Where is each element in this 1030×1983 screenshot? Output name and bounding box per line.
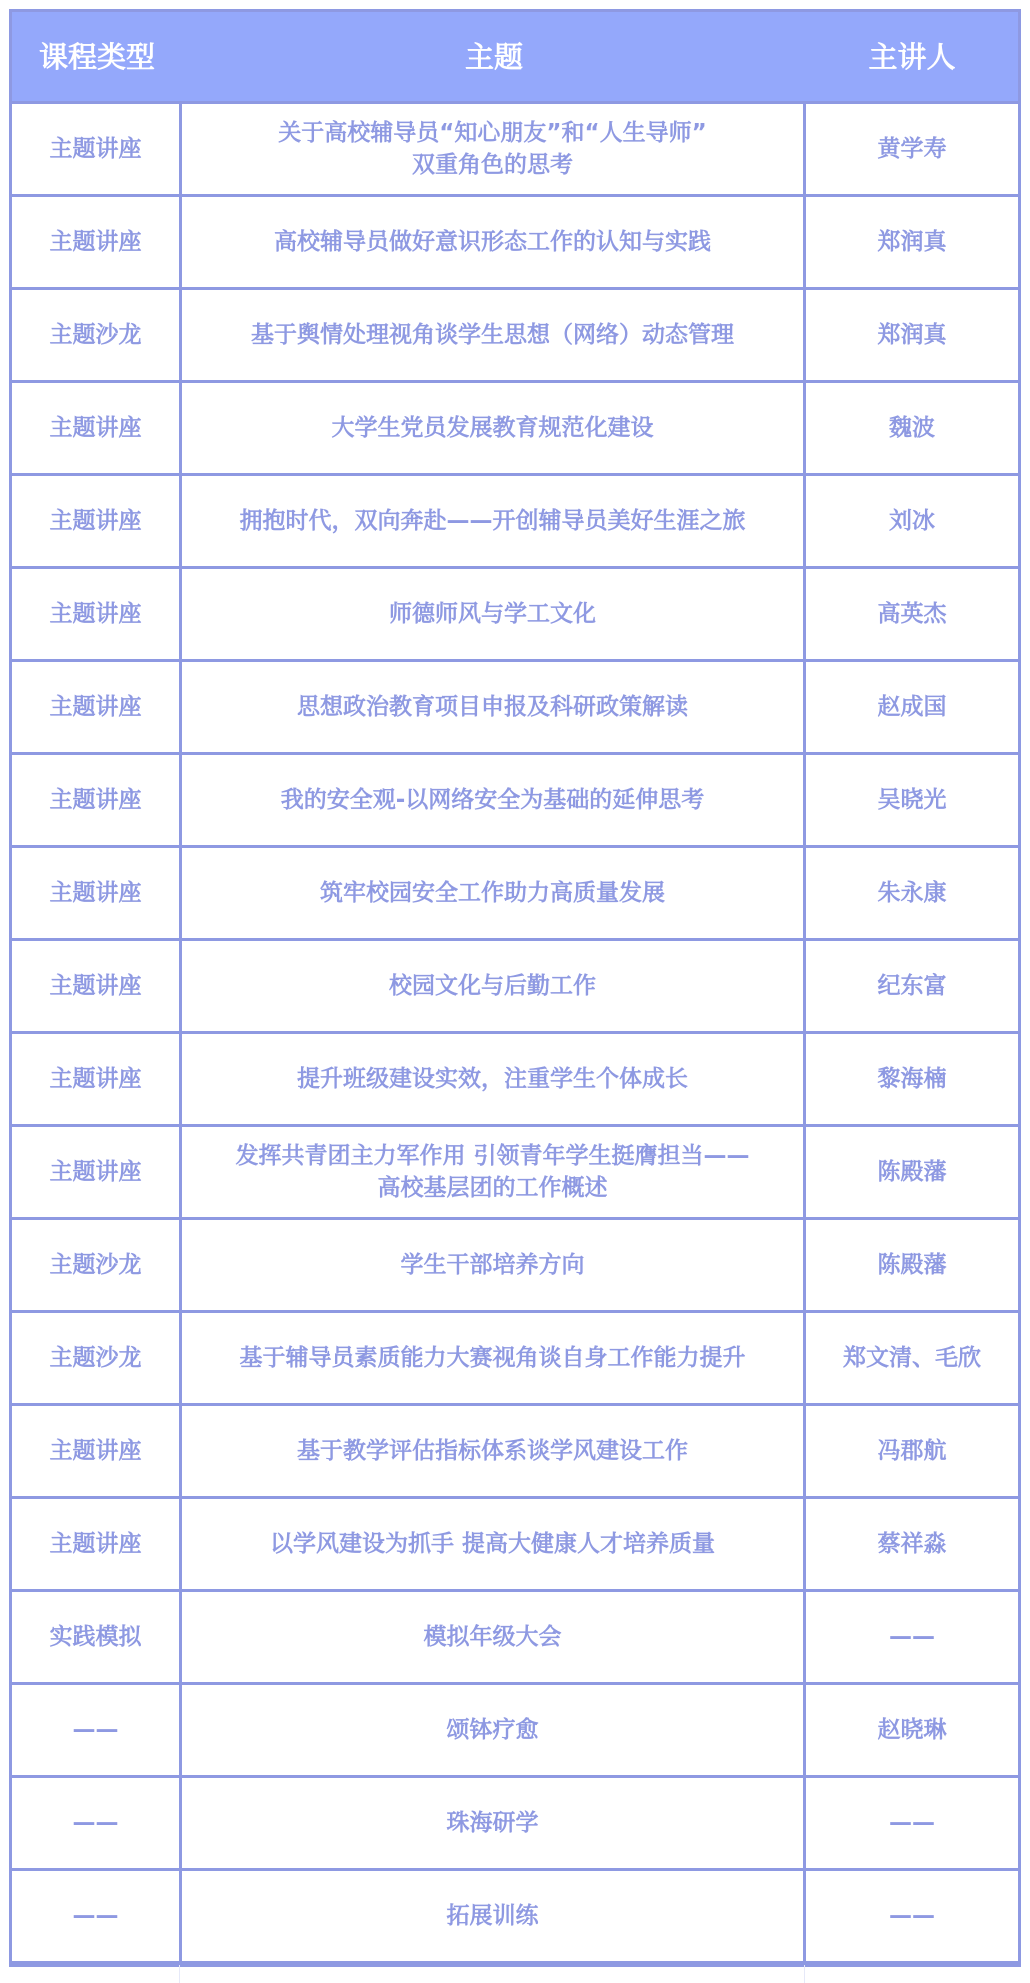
table-row [12, 383, 1018, 476]
cell-course-type: 主题讲座 [12, 755, 182, 845]
cell-speaker: 纪东富 [877, 973, 947, 999]
cell-topic [182, 1034, 806, 1124]
cell-course-type: 主题讲座 [12, 848, 182, 938]
table-row [12, 569, 1018, 662]
topic-text: 发挥共青团主力军作用 引领青年学生挺膺担当—— 高校基层团的工作概述 [235, 1143, 750, 1201]
cell-speaker: 黎海楠 [877, 1066, 947, 1092]
cell-topic [182, 1127, 806, 1217]
table-header [12, 12, 1018, 104]
topic-text: 思想政治教育项目申报及科研政策解读 [297, 694, 688, 720]
topic-text: 以学风建设为抓手 提高大健康人才培养质量 [269, 1531, 715, 1557]
cell-speaker: 郑文清、毛欣 [843, 1345, 981, 1371]
cell-course-type: 主题讲座 [12, 104, 182, 194]
header-topic: 主题 [464, 39, 523, 74]
cell-topic [182, 290, 806, 380]
cell-topic [182, 755, 806, 845]
cell-course-type: 实践模拟 [12, 1592, 182, 1682]
topic-text: 拥抱时代，双向奔赴——开创辅导员美好生涯之旅 [239, 508, 746, 534]
table-row [12, 1871, 1018, 1964]
cell-topic [182, 941, 806, 1031]
topic-text: 提升班级建设实效，注重学生个体成长 [297, 1066, 688, 1092]
topic-text: 颂钵疗愈 [446, 1717, 539, 1743]
cell-topic [182, 1778, 806, 1868]
cell-speaker: 陈殿藩 [877, 1159, 947, 1185]
cell-speaker: 赵成国 [877, 694, 947, 720]
table-row [12, 1220, 1018, 1313]
cell-topic [182, 1871, 806, 1961]
cell-course-type: 主题讲座 [12, 476, 182, 566]
table-row [12, 1778, 1018, 1871]
cell-topic [182, 1313, 806, 1403]
topic-text: 学生干部培养方向 [400, 1252, 585, 1278]
table-row [12, 1034, 1018, 1127]
table-row [12, 848, 1018, 941]
cell-topic [182, 197, 806, 287]
cell-course-type: 主题讲座 [12, 941, 182, 1031]
topic-text: 校园文化与后勤工作 [389, 973, 596, 999]
cell-topic [182, 569, 806, 659]
cell-course-type: —— [12, 1685, 182, 1775]
footer-col-2 [180, 1965, 805, 1983]
table-row [12, 1499, 1018, 1592]
cell-topic [182, 1406, 806, 1496]
cell-speaker: —— [889, 1810, 935, 1836]
cell-course-type: 主题讲座 [12, 662, 182, 752]
header-course-type: 课程类型 [38, 39, 155, 74]
table-row [12, 197, 1018, 290]
cell-speaker: 朱永康 [877, 880, 947, 906]
course-schedule-table [9, 9, 1021, 1967]
table-body [12, 104, 1018, 1964]
topic-text: 基于教学评估指标体系谈学风建设工作 [297, 1438, 688, 1464]
cell-speaker: 郑润真 [877, 229, 947, 255]
cell-speaker: 陈殿藩 [877, 1252, 947, 1278]
cell-course-type: 主题讲座 [12, 1406, 182, 1496]
topic-text: 珠海研学 [446, 1810, 539, 1836]
table-row [12, 1127, 1018, 1220]
header-speaker: 主讲人 [868, 39, 956, 74]
cell-course-type: 主题讲座 [12, 1034, 182, 1124]
cell-course-type: 主题讲座 [12, 383, 182, 473]
cell-speaker: 郑润真 [877, 322, 947, 348]
cell-topic [182, 1499, 806, 1589]
topic-text: 大学生党员发展教育规范化建设 [331, 415, 654, 441]
table-row [12, 290, 1018, 383]
footer-col-1 [9, 1965, 180, 1983]
cell-topic [182, 662, 806, 752]
topic-text: 筑牢校园安全工作助力高质量发展 [320, 880, 665, 906]
cell-topic [182, 1685, 806, 1775]
cell-course-type: 主题讲座 [12, 1127, 182, 1217]
table-row [12, 1313, 1018, 1406]
cell-speaker: 刘冰 [889, 508, 935, 534]
cell-speaker: —— [889, 1903, 935, 1929]
table-row [12, 1685, 1018, 1778]
cell-speaker: 吴晓光 [877, 787, 947, 813]
cell-speaker: 蔡祥淼 [877, 1531, 947, 1557]
topic-text: 模拟年级大会 [423, 1624, 562, 1650]
topic-text: 我的安全观-以网络安全为基础的延伸思考 [280, 787, 705, 813]
table-row [12, 104, 1018, 197]
table-row [12, 1406, 1018, 1499]
table-row [12, 755, 1018, 848]
table-row [12, 941, 1018, 1034]
table-row [12, 1592, 1018, 1685]
topic-text: 基于舆情处理视角谈学生思想（网络）动态管理 [251, 322, 734, 348]
cell-topic [182, 104, 806, 194]
cell-topic [182, 848, 806, 938]
cell-course-type: —— [12, 1871, 182, 1961]
cell-course-type: —— [12, 1778, 182, 1868]
cell-course-type: 主题讲座 [12, 1499, 182, 1589]
table-footer-strip [9, 1965, 1021, 1983]
cell-course-type: 主题沙龙 [12, 1220, 182, 1310]
topic-text: 拓展训练 [446, 1903, 539, 1929]
cell-speaker: 黄学寿 [877, 136, 947, 162]
cell-speaker: 赵晓琳 [877, 1717, 947, 1743]
cell-course-type: 主题沙龙 [12, 1313, 182, 1403]
topic-text: 师德师风与学工文化 [389, 601, 596, 627]
cell-topic [182, 1220, 806, 1310]
table-row [12, 662, 1018, 755]
cell-speaker: —— [889, 1624, 935, 1650]
topic-text: 基于辅导员素质能力大赛视角谈自身工作能力提升 [239, 1345, 746, 1371]
cell-topic [182, 383, 806, 473]
table-row [12, 476, 1018, 569]
cell-topic [182, 476, 806, 566]
topic-text: 关于高校辅导员“知心朋友”和“人生导师” 双重角色的思考 [278, 120, 707, 178]
cell-speaker: 冯郡航 [877, 1438, 947, 1464]
cell-course-type: 主题沙龙 [12, 290, 182, 380]
topic-text: 高校辅导员做好意识形态工作的认知与实践 [274, 229, 711, 255]
cell-speaker: 魏波 [889, 415, 935, 441]
cell-topic [182, 1592, 806, 1682]
cell-speaker: 高英杰 [877, 601, 947, 627]
cell-course-type: 主题讲座 [12, 197, 182, 287]
cell-course-type: 主题讲座 [12, 569, 182, 659]
